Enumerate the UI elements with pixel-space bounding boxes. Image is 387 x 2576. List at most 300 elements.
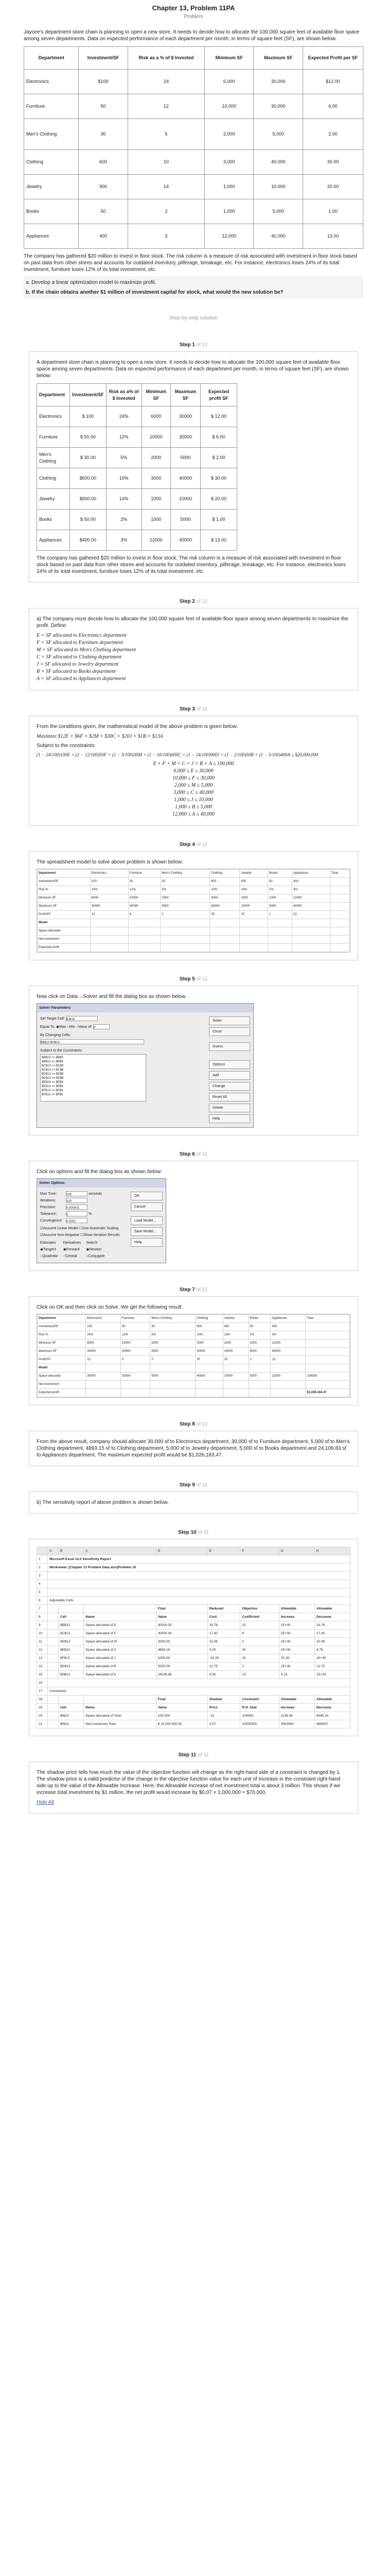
constraint-item[interactable]: $F$13 <= $F$9 xyxy=(42,1089,63,1092)
step-of: of 11 xyxy=(196,1482,208,1488)
table-cell: 12% xyxy=(106,427,142,448)
search-group xyxy=(86,1240,104,1260)
radio-value-icon[interactable]: ○ xyxy=(76,1025,79,1029)
radio-off-icon[interactable]: ○ xyxy=(63,1255,65,1258)
sheet-cell xyxy=(292,936,330,944)
rep-cell: 18 xyxy=(37,1696,48,1704)
sheet-cell: 1000 xyxy=(249,1340,271,1348)
subject-to: Subject to the constraints: xyxy=(37,743,96,749)
table-cell: $ 50.00 xyxy=(70,510,107,530)
table-row xyxy=(37,406,237,427)
constraint-item[interactable]: $D$13 <= $D$9 xyxy=(42,1073,64,1076)
table-row xyxy=(37,448,237,468)
sheet-cell: 100 xyxy=(86,1323,121,1331)
sheet-cell xyxy=(150,1389,196,1397)
step-7-box xyxy=(29,1296,358,1405)
rep-cell: $D$13 xyxy=(59,1638,84,1646)
sheet-cell: 40000 xyxy=(210,903,240,911)
step1-table-header xyxy=(37,384,237,406)
rep-cell: 17 xyxy=(37,1687,48,1696)
sheet-cell: Profit/SF xyxy=(38,1356,86,1364)
rep-cell: 9 xyxy=(37,1621,48,1630)
sheet-cell: 2% xyxy=(249,1331,271,1340)
rep-col: G xyxy=(279,1547,314,1555)
bound-line: 1,000 ≤ B ≤ 5,000 xyxy=(174,804,213,810)
rep-cell: 10 xyxy=(37,1630,48,1638)
rep-cell xyxy=(59,1696,84,1704)
rep-cell: 5000.00 xyxy=(156,1663,207,1671)
constraint-item[interactable]: $C$13 >= $C$8 xyxy=(42,1069,64,1072)
sheet-col: Jewelry xyxy=(240,870,268,878)
rep-cell: Space allocated of Total xyxy=(84,1712,156,1720)
sheet-row xyxy=(38,1331,350,1340)
sheet-cell xyxy=(268,936,292,944)
rep-cell: $G$13 xyxy=(59,1663,84,1671)
sheet-row xyxy=(38,936,350,944)
rep-cell: 24106.85 xyxy=(156,1671,207,1679)
sheet-cell xyxy=(86,1364,121,1372)
sheet-cell xyxy=(330,878,349,886)
derivatives-group xyxy=(63,1240,81,1260)
table-row xyxy=(24,199,363,224)
save-model-button[interactable]: Save Model... xyxy=(131,1227,163,1236)
change-button[interactable]: Change xyxy=(209,1082,250,1091)
sheet-cell: 40000 xyxy=(271,1348,306,1356)
guess-button[interactable]: Guess xyxy=(209,1042,250,1051)
solve-button[interactable]: Solve xyxy=(209,1016,250,1025)
rep-row xyxy=(37,1580,350,1588)
sheet-cell xyxy=(90,936,128,944)
step-of: of 11 xyxy=(196,1287,208,1293)
rep-cell xyxy=(48,1704,59,1712)
checkbox-checked-icon[interactable]: ☑ xyxy=(40,1227,44,1230)
table-cell: 14% xyxy=(106,489,142,510)
sheet-cell xyxy=(330,894,349,903)
rep-cell: 5 xyxy=(37,1588,48,1597)
rep-cell: 2 xyxy=(240,1638,279,1646)
sheet-col: Electronics xyxy=(90,870,128,878)
ok-button[interactable]: OK xyxy=(131,1192,163,1200)
step-11-box xyxy=(29,1761,358,1814)
table-cell: $600.00 xyxy=(70,468,107,489)
sheet-cell xyxy=(161,919,210,927)
bound-line: 3,000 ≤ C ≤ 40,000 xyxy=(173,790,214,795)
constraint-item[interactable]: $F$13 >= $F$8 xyxy=(42,1093,63,1096)
rep-section: Constraints xyxy=(48,1687,350,1696)
step-3-box xyxy=(29,716,358,826)
rep-cell: Space allocated of J xyxy=(84,1654,156,1663)
sheet-cell: 3% xyxy=(271,1331,306,1340)
step-of: of 11 xyxy=(196,706,208,712)
table-cell: Jewelry xyxy=(37,489,70,510)
table-cell: Appliances xyxy=(37,530,70,551)
problem-table xyxy=(24,46,363,249)
rep-cell: $I$13 xyxy=(59,1712,84,1720)
sheet-cell: 50 xyxy=(268,878,292,886)
option-label: Max Time: xyxy=(40,1192,57,1196)
table-cell: 1.00 xyxy=(303,199,363,224)
rep-row xyxy=(37,1638,350,1646)
table-cell: 30 xyxy=(79,119,128,150)
rep-cell xyxy=(59,1605,84,1613)
rep-cell: 15.08 xyxy=(314,1638,350,1646)
rep-cell: Final xyxy=(156,1605,207,1613)
table-row xyxy=(24,175,363,199)
equal-label: Equal To: xyxy=(40,1025,56,1029)
opt-value-label: Value of: xyxy=(78,1025,93,1029)
sheet-cell xyxy=(121,1364,150,1372)
step1-table xyxy=(37,383,237,551)
table-cell: Men's Clothing xyxy=(37,448,70,468)
delete-button[interactable]: Delete xyxy=(209,1104,250,1112)
table-cell: $ 2.00 xyxy=(201,448,237,468)
sheet-cell: Expected profit xyxy=(38,1389,86,1397)
radio-label: Tangent xyxy=(43,1248,57,1251)
rep-cell: 100000 xyxy=(240,1712,279,1720)
sheet-cell: 12000 xyxy=(271,1372,306,1381)
step-4-label xyxy=(24,841,363,848)
rep-cell xyxy=(48,1646,59,1654)
total-constraint: E + F + M + C + J + B + A ≤ 100,000 xyxy=(153,761,234,767)
sheet-cell: 10000 xyxy=(128,894,161,903)
sheet-cell: 5000 xyxy=(161,903,210,911)
sheet-row xyxy=(38,1372,350,1381)
sheet-cell: 1000 xyxy=(240,894,268,903)
option-row xyxy=(40,1217,131,1224)
rep-cell: Space allocated of M xyxy=(84,1638,156,1646)
sheet-cell: 13 xyxy=(292,911,330,919)
def-line: C = SF allocated to Clothing department xyxy=(37,654,122,660)
sheet-cell xyxy=(271,1364,306,1372)
rep-cell: 1 xyxy=(37,1555,48,1564)
rep-cell: Allowable xyxy=(314,1696,350,1704)
radio-max-icon[interactable]: ◉ xyxy=(56,1025,60,1029)
sheet-cell: Net investment xyxy=(38,1381,86,1389)
problem-section xyxy=(24,29,363,299)
table-cell: 2 xyxy=(128,199,204,224)
table-cell: 2,000 xyxy=(204,119,254,150)
sheet-cell: 1000 xyxy=(223,1340,249,1348)
rep-cell xyxy=(48,1630,59,1638)
checkbox-checked-icon[interactable]: ☑ xyxy=(40,1233,44,1237)
rep-section: Adjustable Cells xyxy=(48,1597,350,1605)
load-model-button[interactable]: Load Model... xyxy=(131,1216,163,1225)
rep-cell: 12 xyxy=(37,1646,48,1654)
sheet-row xyxy=(38,1389,350,1397)
hide-all-link[interactable]: Hide All xyxy=(37,1800,54,1805)
result-table xyxy=(37,1314,350,1397)
rep-cell xyxy=(48,1663,59,1671)
rep-cell: 1000.00 xyxy=(156,1654,207,1663)
rep-cell: Decrease xyxy=(314,1613,350,1621)
rep-cell xyxy=(48,1621,59,1630)
rep-cell xyxy=(48,1654,59,1663)
table-cell: 3,000 xyxy=(204,150,254,175)
page-subtitle: Problem xyxy=(184,14,203,20)
group-title: Estimates xyxy=(40,1241,56,1245)
rep-cell: R.H. Side xyxy=(240,1704,279,1712)
rep-cell: -20.29 xyxy=(207,1654,240,1663)
table-cell: 600 xyxy=(79,150,128,175)
sheet-cell: 1000 xyxy=(268,894,292,903)
option-input[interactable]: 0.000001 xyxy=(66,1205,87,1210)
sheet-cell: 2 xyxy=(161,911,210,919)
sheet-col: Clothing xyxy=(196,1315,223,1323)
sheet-col: Men's Clothing xyxy=(150,1315,196,1323)
sheet-col: Books xyxy=(249,1315,271,1323)
sheet-row xyxy=(38,1356,350,1364)
sheet-cell: 400 xyxy=(271,1323,306,1331)
rep-cell: Space allocated of E xyxy=(84,1621,156,1630)
rep-cell xyxy=(37,1547,48,1555)
sheet-col: Men's Clothing xyxy=(161,870,210,878)
sheet-cell: 6000 xyxy=(86,1340,121,1348)
rep-cell: 30000.00 xyxy=(156,1621,207,1630)
sheet-cell xyxy=(223,1364,249,1372)
option-unit: % xyxy=(88,1212,92,1216)
constraint-item[interactable]: $B$13 <= $B$9 xyxy=(42,1056,63,1059)
option-input[interactable]: 0.0001 xyxy=(66,1218,87,1223)
rep-cell: 3552600 xyxy=(279,1720,314,1728)
sheet-cell: Maximum SF xyxy=(38,903,91,911)
th-risk: Risk as a % of $ Invested xyxy=(128,47,204,70)
rep-cell: 1E+30 xyxy=(279,1638,314,1646)
def-line: M = SF allocated to Men's Clothing department xyxy=(37,647,136,653)
sheet-cell: 12 xyxy=(90,911,128,919)
rep-cell: 6 xyxy=(37,1597,48,1605)
sheet-cell: 30000 xyxy=(121,1372,150,1381)
rep-cell: Name xyxy=(84,1613,156,1621)
table-cell: 24 xyxy=(128,70,204,94)
check-label: Use Automatic Scaling xyxy=(82,1227,119,1230)
sheet-cell xyxy=(249,1389,271,1397)
rep-cell: 18.76 xyxy=(314,1621,350,1630)
target-cell-input[interactable]: $J$16 xyxy=(66,1016,98,1021)
radio-on-icon[interactable]: ◉ xyxy=(40,1248,44,1251)
rep-cell: Price xyxy=(207,1704,240,1712)
table-cell: 3% xyxy=(106,530,142,551)
sheet-col: Electronics xyxy=(86,1315,121,1323)
table-cell: 2000 xyxy=(142,448,170,468)
sheet-cell: 40000 xyxy=(196,1348,223,1356)
cancel-button[interactable]: Cancel xyxy=(131,1202,163,1211)
rep-cell: Allowable xyxy=(314,1605,350,1613)
constraint-item[interactable]: $D$13 >= $D$8 xyxy=(42,1077,64,1080)
sheet-cell: 6 xyxy=(128,911,161,919)
sheet-cell xyxy=(128,944,161,952)
option-input[interactable]: 5 xyxy=(66,1211,87,1216)
radio-label: Newton xyxy=(89,1248,102,1251)
target-row xyxy=(40,1015,209,1022)
rep-cell xyxy=(84,1605,156,1613)
rep-cell: 8.76 xyxy=(314,1646,350,1654)
add-button[interactable]: Add xyxy=(209,1071,250,1080)
step-label: Step 4 xyxy=(179,842,195,848)
table-row xyxy=(24,94,363,119)
rep-cell: $ 20,000,000.00 xyxy=(156,1720,207,1728)
constraint-item[interactable]: $E$13 <= $E$9 xyxy=(42,1081,63,1084)
table-cell: 6.00 xyxy=(303,94,363,119)
rep-cell: Space allocated of A xyxy=(84,1671,156,1679)
sheet-cell xyxy=(150,1364,196,1372)
rep-cell xyxy=(48,1580,350,1588)
rep-row xyxy=(37,1712,350,1720)
sheet-cell: Net investment xyxy=(38,936,91,944)
checkbox-icon[interactable]: ☐ xyxy=(79,1227,83,1230)
help-button[interactable]: Help xyxy=(131,1238,163,1247)
step-of: of 11 xyxy=(196,976,208,982)
help-button[interactable]: Help xyxy=(209,1114,250,1123)
table-row xyxy=(24,224,363,249)
sheet-row xyxy=(38,919,350,927)
sheet-row xyxy=(38,878,350,886)
step-label: Step 2 xyxy=(179,599,195,604)
th: Department xyxy=(37,384,70,406)
dialog-left xyxy=(40,1015,209,1124)
constraint-item[interactable]: $C$13 <= $C$9 xyxy=(42,1064,64,1067)
sheet-cell: 50 xyxy=(249,1323,271,1331)
solution xyxy=(24,342,363,1814)
step8-text: From the above result, company should allocate 30,000 sf to Electronics department, 30,000 sf to Furniture department, 5,000 sf to Men's Clothing department, 4893.15 sf to Clothing department, 5,000 sf to Jewelry department, 5,000 sf to Books department and 24,106.83 sf to Appliances department. The maximum expected profit would be $1,026,183.47. xyxy=(37,1439,350,1458)
def-line: B = SF allocated to Books department xyxy=(37,669,116,674)
sheet-cell: 3% xyxy=(292,886,330,894)
part-a: a. Develop a linear optimization model to maximize profit. xyxy=(26,280,156,285)
sheet-cell xyxy=(161,927,210,936)
sheet-cell xyxy=(306,1331,350,1340)
sheet-cell xyxy=(150,1381,196,1389)
sheet-cell: 20 xyxy=(223,1356,249,1364)
step-4-box xyxy=(29,851,358,960)
sheet-row xyxy=(38,927,350,936)
sheet-cell xyxy=(268,919,292,927)
option-unit: seconds xyxy=(88,1192,102,1196)
rep-cell: 0.07 xyxy=(207,1720,240,1728)
option-input[interactable]: 100 xyxy=(66,1191,87,1196)
sheet-cell: 5000 xyxy=(150,1348,196,1356)
rep-row xyxy=(37,1588,350,1597)
sheet-cell xyxy=(292,919,330,927)
constraint-item[interactable]: $B$13 >= $B$8 xyxy=(42,1060,63,1063)
objective: Maximize $12E + $6F + $2M + $30C + $20J + $1B + $13A xyxy=(37,734,163,739)
sheet-cell xyxy=(196,1364,223,1372)
rep-cell: 20000000 xyxy=(240,1720,279,1728)
option-row xyxy=(40,1197,131,1204)
th: Investment/SF xyxy=(70,384,107,406)
rep-col: F xyxy=(240,1547,279,1555)
table-cell: $ 30.00 xyxy=(201,468,237,489)
step-7-label xyxy=(24,1286,363,1293)
table-row xyxy=(37,468,237,489)
sheet-col: Appliances xyxy=(271,1315,306,1323)
sheet-cell: 2 xyxy=(150,1356,196,1364)
rep-row xyxy=(37,1646,350,1654)
changing-cells-input[interactable]: $B$13:$H$13 xyxy=(40,1039,144,1044)
sheet-cell: 5000 xyxy=(150,1372,196,1381)
reset-all-button[interactable]: Reset All xyxy=(209,1093,250,1101)
sheet-cell: 14% xyxy=(240,886,268,894)
rep-cell: 19 xyxy=(37,1704,48,1712)
rep-cell: 13 xyxy=(37,1654,48,1663)
rep-col: D xyxy=(156,1547,207,1555)
sheet-cell xyxy=(268,944,292,952)
rep-cell: $E$13 xyxy=(59,1646,84,1654)
rep-row xyxy=(37,1605,350,1613)
constraints-list[interactable] xyxy=(40,1054,146,1101)
close-button[interactable]: Close xyxy=(209,1027,250,1036)
table-row xyxy=(24,70,363,94)
step-6-label xyxy=(24,1151,363,1158)
radio-on-icon[interactable]: ◉ xyxy=(63,1248,66,1251)
radio-off-icon[interactable]: ○ xyxy=(86,1255,89,1258)
radio-on-icon[interactable]: ◉ xyxy=(86,1248,90,1251)
table-cell: $100 xyxy=(79,70,128,94)
rep-cell xyxy=(48,1671,59,1679)
step11-text: The shadow price tells how much the value of the objective function will change as the right-hand side of a constraint is changed by 1. The shadow price is a valid predictor of the change in the objective function value for each unit of increase in the constraint right-hand side up to the value of the Allowable Increase. Here, the Allowable Increase of net investment total is about 3 million. This shows if we increase total investment by $1 million, the net profit would increase by $0.07 × 1,000,000 = $70,000. xyxy=(37,1770,341,1795)
checkbox-icon[interactable]: ☐ xyxy=(80,1233,84,1237)
table-row xyxy=(37,489,237,510)
rep-row xyxy=(37,1671,350,1679)
option-row xyxy=(40,1191,131,1197)
problem-after: The company has gathered $20 million to invest in floor stock. The risk column is a measure of risk associated with investment in floor stock based on past data from other stores and accounts for outdated inventory, pilferage, breakage, etc. For instance, electronics loses 24% of its total investment, furniture loses 12% of its total investment, etc. xyxy=(24,253,357,273)
sheet-cell xyxy=(249,1381,271,1389)
sheet-cell xyxy=(240,927,268,936)
table-cell: $ 6.00 xyxy=(201,427,237,448)
sheet-cell xyxy=(196,1389,223,1397)
rep-cell: Allowable xyxy=(279,1696,314,1704)
checks xyxy=(40,1225,131,1239)
table-cell: 3000 xyxy=(142,468,170,489)
sheet-cell: 10% xyxy=(210,886,240,894)
step5-intro: Now click on Data→Solver and fill the dialog box as shown below. xyxy=(37,994,187,999)
table-cell: 6000 xyxy=(142,406,170,427)
sheet-cell xyxy=(210,919,240,927)
sheet-header xyxy=(38,870,350,878)
sheet-cell: 10000 xyxy=(223,1348,249,1356)
table-cell: 5% xyxy=(106,448,142,468)
step-2-label xyxy=(24,598,363,605)
rep-cell: 16 xyxy=(37,1679,48,1687)
sheet-row xyxy=(38,1323,350,1331)
option-input[interactable]: 100 xyxy=(66,1198,87,1203)
step-label: Step 5 xyxy=(179,976,195,982)
rep-cell: Decrease xyxy=(314,1704,350,1712)
sheet-cell xyxy=(306,1364,350,1372)
value-input[interactable]: 0 xyxy=(93,1024,110,1029)
step-9-label xyxy=(24,1482,363,1488)
rep-cell xyxy=(48,1638,59,1646)
rep-row xyxy=(37,1687,350,1696)
option-label: Tolerance: xyxy=(40,1212,57,1216)
table-row xyxy=(24,119,363,150)
table-cell: Books xyxy=(37,510,70,530)
rep-cell: Increase xyxy=(279,1613,314,1621)
step-2-box xyxy=(29,608,358,690)
sheet-cell xyxy=(90,927,128,936)
radio-min-icon[interactable]: ○ xyxy=(67,1025,69,1029)
dialog-title: Solver Parameters xyxy=(37,1004,253,1012)
sheet-cell: 24% xyxy=(90,886,128,894)
rep-cell: Cell xyxy=(59,1613,84,1621)
rep-cell: Coefficient xyxy=(240,1613,279,1621)
sheet-cell xyxy=(210,936,240,944)
sheet-cell: 30000 xyxy=(121,1348,150,1356)
problem-parts xyxy=(24,276,363,299)
sheet-cell: 900 xyxy=(223,1323,249,1331)
options-button[interactable]: Options xyxy=(209,1060,250,1069)
radio-off-icon[interactable]: ○ xyxy=(40,1255,43,1258)
constraint-item[interactable]: $E$13 >= $E$8 xyxy=(42,1085,63,1088)
rep-cell: Value xyxy=(156,1613,207,1621)
